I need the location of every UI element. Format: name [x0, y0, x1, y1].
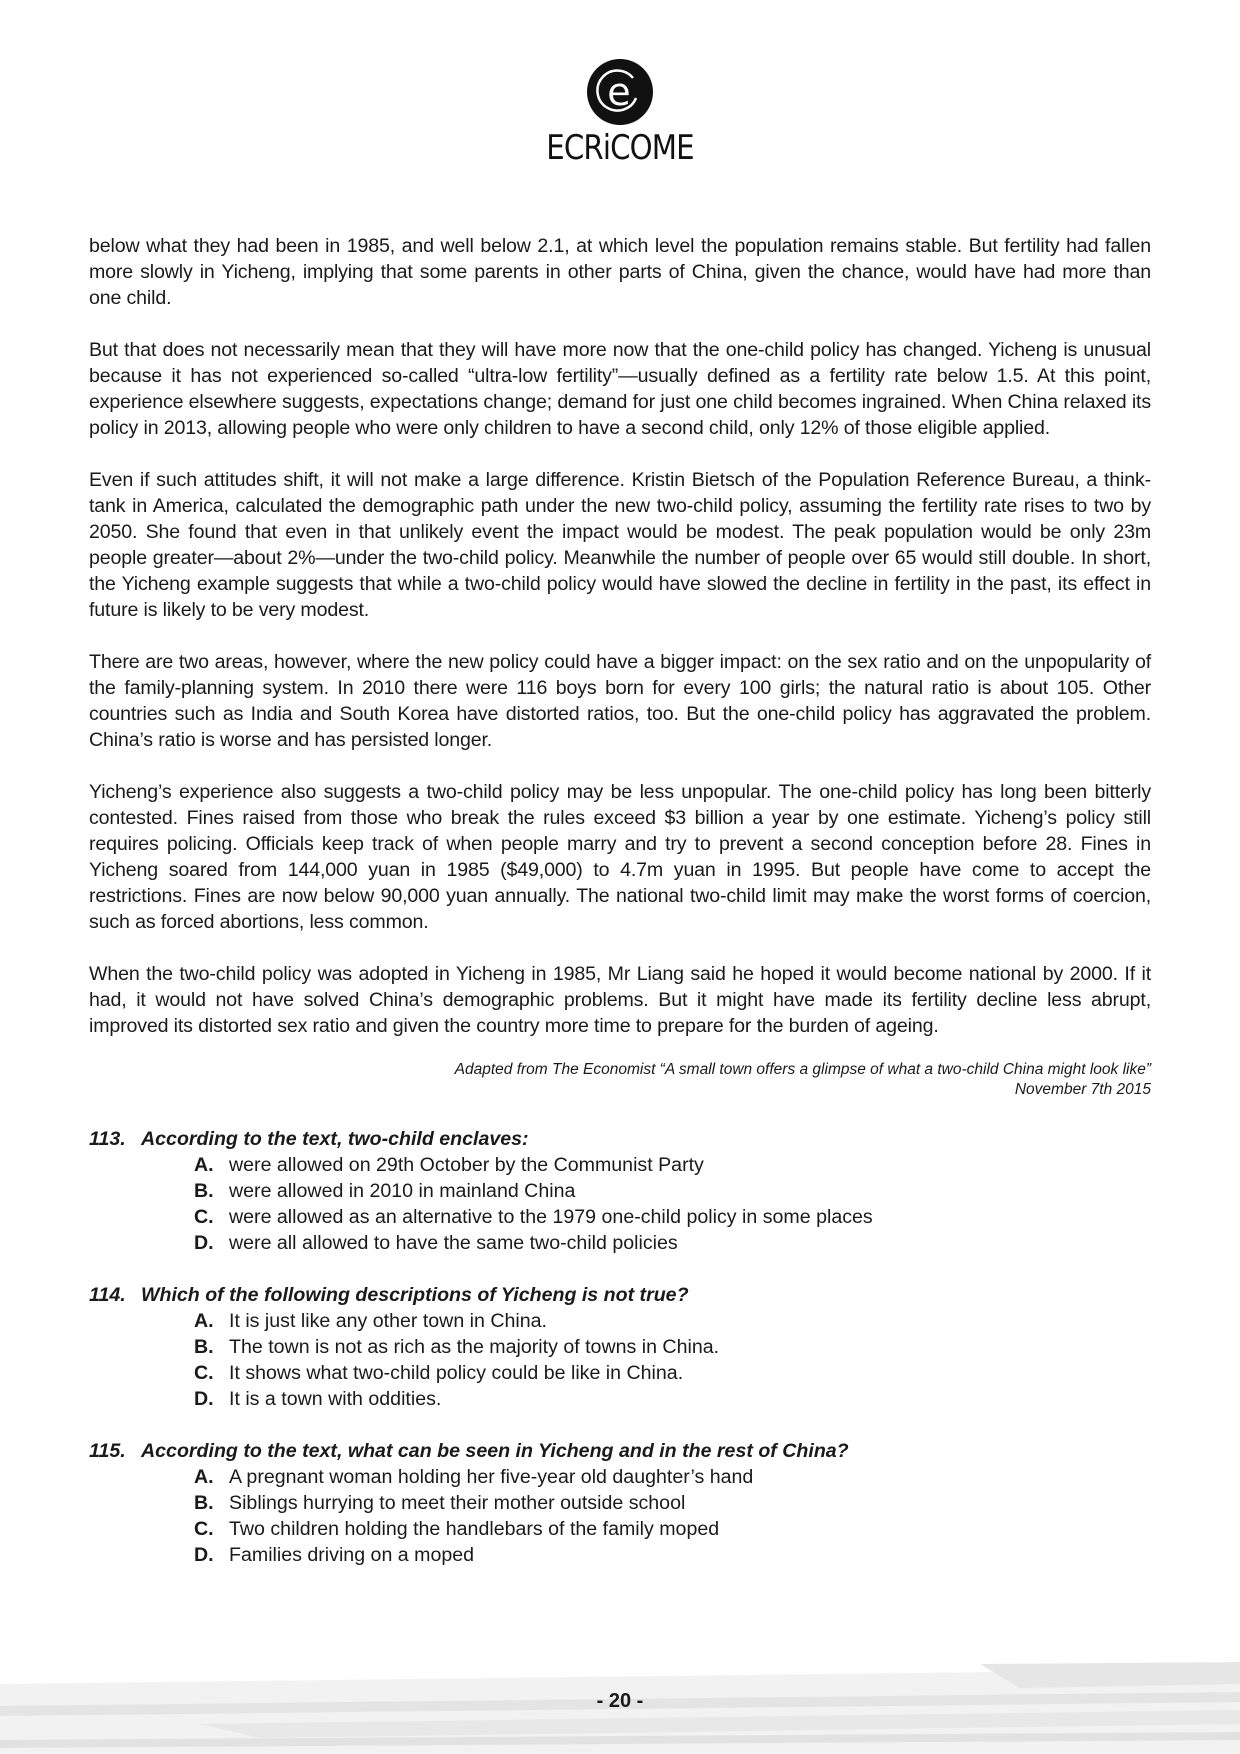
answer-option-b: [194, 1178, 1151, 1204]
answer-text: were allowed as an alternative to the 1979 one-child policy in some places: [229, 1206, 873, 1228]
question-text: According to the text, what can be seen in Yicheng and in the rest of China?: [141, 1440, 849, 1462]
article-paragraph: But that does not necessarily mean that they will have more now that the one-child policy has changed. Yicheng is unusual because it has not experienced so-called “ultra-low fertility”—usually defined as a fertility rate below 1.5. At this point, experience elsewhere suggests, expectations change; demand for just one child becomes ingrained. When China relaxed its policy in 2013, allowing people who were only children to have a second child, only 12% of those eligible applied.: [89, 339, 1151, 439]
ecricome-logo-icon: [586, 58, 654, 126]
answer-text: were allowed in 2010 in mainland China: [229, 1180, 576, 1202]
answer-text: A pregnant woman holding her five-year old daughter’s hand: [229, 1466, 754, 1488]
answer-letter: B.: [194, 1492, 214, 1514]
article-content: [89, 233, 1151, 1594]
answer-option-a: [194, 1152, 1151, 1178]
answer-letter: C.: [194, 1518, 214, 1540]
answer-text: Families driving on a moped: [229, 1544, 475, 1566]
article-paragraph: When the two-child policy was adopted in Yicheng in 1985, Mr Liang said he hoped it would become national by 2000. If it had, it would not have solved China’s demographic problems. But it might have made its fertility decline less abrupt, improved its distorted sex ratio and given the country more time to prepare for the burden of ageing.: [89, 963, 1151, 1037]
answer-letter: D.: [194, 1232, 214, 1254]
answer-option-c: [194, 1360, 1151, 1386]
question-list: [89, 1126, 1151, 1568]
answer-option-d: [194, 1230, 1151, 1256]
answer-letter: B.: [194, 1180, 214, 1202]
answer-letter: C.: [194, 1206, 214, 1228]
answer-option-b: [194, 1334, 1151, 1360]
answer-letter: A.: [194, 1466, 214, 1488]
answer-text: Two children holding the handlebars of the family moped: [229, 1518, 720, 1540]
question-115: [89, 1438, 1151, 1568]
answer-text: The town is not as rich as the majority of towns in China.: [229, 1336, 720, 1358]
answer-text: were allowed on 29th October by the Communist Party: [229, 1154, 704, 1176]
question-113: [89, 1126, 1151, 1256]
page-number: - 20 -: [596, 1690, 644, 1712]
question-heading: [89, 1438, 1151, 1464]
source-line-date: November 7th 2015: [1014, 1081, 1151, 1098]
question-number: 113.: [89, 1128, 126, 1150]
svg-text:e: e: [607, 70, 631, 114]
answer-letter: D.: [194, 1388, 214, 1410]
question-heading: [89, 1282, 1151, 1308]
answer-text: Siblings hurrying to meet their mother outside school: [229, 1492, 686, 1514]
answer-options: [89, 1464, 1151, 1568]
logo-wordmark: ECRiCOME: [546, 128, 694, 168]
answer-text: It is just like any other town in China.: [229, 1310, 548, 1332]
answer-option-c: [194, 1204, 1151, 1230]
answer-text: It is a town with oddities.: [229, 1388, 442, 1410]
answer-letter: A.: [194, 1310, 214, 1332]
article-paragraph: Yicheng’s experience also suggests a two-child policy may be less unpopular. The one-child policy has long been bitterly contested. Fines raised from those who break the rules exceed $3 billion a year by one estimate. Yicheng’s policy still requires policing. Officials keep track of when people marry and try to prevent a second conception before 28. Fines in Yicheng soared from 144,000 yuan in 1985 ($49,000) to 4.7m yuan in 1995. But people have come to accept the restrictions. Fines are now below 90,000 yuan annually. The national two-child limit may make the worst forms of coercion, such as forced abortions, less common.: [89, 781, 1151, 933]
question-number: 115.: [89, 1440, 126, 1462]
answer-option-a: [194, 1308, 1151, 1334]
answer-letter: A.: [194, 1154, 214, 1176]
answer-option-d: [194, 1542, 1151, 1568]
question-heading: [89, 1126, 1151, 1152]
question-text: Which of the following descriptions of Yicheng is not true?: [141, 1284, 689, 1306]
answer-option-c: [194, 1516, 1151, 1542]
page-header: [0, 58, 1240, 168]
article-paragraph: below what they had been in 1985, and well below 2.1, at which level the population remains stable. But fertility had fallen more slowly in Yicheng, implying that some parents in other parts of China, given the chance, would have had more than one child.: [89, 235, 1151, 309]
answer-text: It shows what two-child policy could be like in China.: [229, 1362, 684, 1384]
answer-option-a: [194, 1464, 1151, 1490]
article-paragraph: Even if such attitudes shift, it will not make a large difference. Kristin Bietsch of the Population Reference Bureau, a think-tank in America, calculated the demographic path under the new two-child policy, assuming the fertility rate rises to two by 2050. She found that even in that unlikely event the impact would be modest. The peak population would be only 23m people greater—about 2%—under the two-child policy. Meanwhile the number of people over 65 would still double. In short, the Yicheng example suggests that while a two-child policy would have slowed the decline in fertility in the past, its effect in future is likely to be very modest.: [89, 469, 1151, 621]
answer-option-d: [194, 1386, 1151, 1412]
answer-letter: B.: [194, 1336, 214, 1358]
article-paragraph: There are two areas, however, where the new policy could have a bigger impact: on the sex ratio and on the unpopularity of the family-planning system. In 2010 there were 116 boys born for every 100 girls; the natural ratio is about 105. Other countries such as India and South Korea have distorted ratios, too. But the one-child policy has aggravated the problem. China’s ratio is worse and has persisted longer.: [89, 651, 1151, 751]
answer-text: were all allowed to have the same two-child policies: [229, 1232, 678, 1254]
question-number: 114.: [89, 1284, 126, 1306]
answer-option-b: [194, 1490, 1151, 1516]
source-citation: [89, 1060, 1151, 1100]
source-line-title: Adapted from The Economist “A small town offers a glimpse of what a two-child China might look like”: [454, 1061, 1151, 1078]
answer-letter: C.: [194, 1362, 214, 1384]
question-114: [89, 1282, 1151, 1412]
answer-options: [89, 1152, 1151, 1256]
question-text: According to the text, two-child enclaves:: [141, 1128, 529, 1150]
answer-letter: D.: [194, 1544, 214, 1566]
answer-options: [89, 1308, 1151, 1412]
